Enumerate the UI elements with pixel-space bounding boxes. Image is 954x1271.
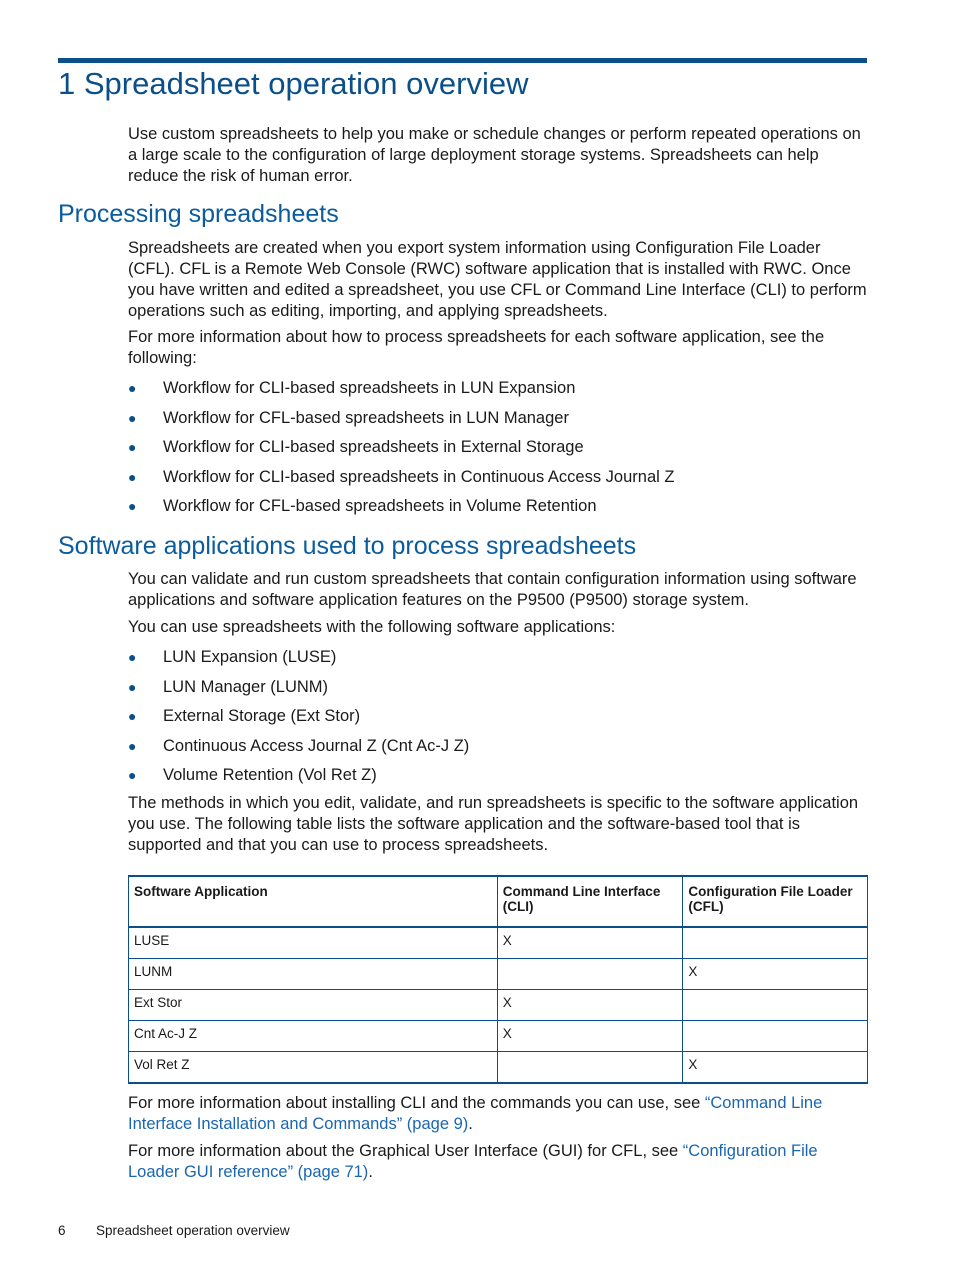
cfl-reference-link[interactable]: “Configuration File Loader GUI reference” (page 71) bbox=[128, 1142, 818, 1181]
table-header-cell: Configuration File Loader (CFL) bbox=[683, 876, 868, 927]
table-header-cell: Command Line Interface (CLI) bbox=[497, 876, 683, 927]
table-header-cell: Software Application bbox=[129, 876, 498, 927]
footer-title: Spreadsheet operation overview bbox=[96, 1223, 290, 1238]
table-cell: LUNM bbox=[129, 959, 498, 990]
table-cell: Ext Stor bbox=[129, 990, 498, 1021]
bullet-icon: ● bbox=[128, 678, 137, 695]
table-row bbox=[129, 990, 868, 1021]
cli-reference-paragraph: For more information about installing CLI and the commands you can use, see “Command Line Interface Installation and Commands” (page 9). bbox=[128, 1094, 823, 1133]
bullet-icon: ● bbox=[128, 498, 137, 515]
table-header-row bbox=[129, 876, 868, 927]
list-item: ● External Storage (Ext Stor) bbox=[128, 707, 361, 726]
bullet-icon: ● bbox=[128, 409, 137, 426]
software-paragraph-1: You can validate and run custom spreadsheets that contain configuration information using software applications and software application features on the P9500 (P9500) storage system. bbox=[128, 570, 857, 609]
list-item: ● Workflow for CLI-based spreadsheets in Continuous Access Journal Z bbox=[128, 467, 675, 486]
software-paragraph-2: You can use spreadsheets with the following software applications: bbox=[128, 618, 616, 636]
bullet-icon: ● bbox=[128, 439, 137, 456]
table-cell bbox=[497, 1052, 683, 1084]
chapter-title: 1 Spreadsheet operation overview bbox=[58, 66, 529, 101]
list-item: ● Workflow for CFL-based spreadsheets in Volume Retention bbox=[128, 497, 597, 516]
table-cell: X bbox=[683, 1052, 868, 1084]
list-item: ● Continuous Access Journal Z (Cnt Ac-J Z) bbox=[128, 736, 470, 755]
list-item: ● Workflow for CLI-based spreadsheets in LUN Expansion bbox=[128, 379, 576, 397]
table-cell: LUSE bbox=[129, 927, 498, 959]
table-row bbox=[129, 959, 868, 990]
page-number: 6 bbox=[58, 1223, 66, 1238]
table-cell bbox=[683, 990, 868, 1021]
section-heading-software: Software applications used to process spreadsheets bbox=[58, 532, 637, 560]
list-item: ● LUN Expansion (LUSE) bbox=[128, 648, 337, 666]
table-row bbox=[129, 927, 868, 959]
table-cell: X bbox=[497, 990, 683, 1021]
chapter-rule bbox=[58, 58, 867, 63]
list-item: ● LUN Manager (LUNM) bbox=[128, 677, 329, 696]
table-cell bbox=[683, 927, 868, 959]
bullet-icon: ● bbox=[128, 649, 137, 665]
table-cell: X bbox=[497, 927, 683, 959]
table-row bbox=[129, 1052, 868, 1084]
processing-paragraph-1: Spreadsheets are created when you export system information using Configuration File Loader (CFL). CFL is a Remote Web Console (RWC) software application that is installed with RWC. Once you have written and edited a spreadsheet, you use CFL or Command Line Interface (CLI) to perform operations such as editing, importing, and applying spreadsheets. bbox=[128, 239, 867, 320]
page-footer bbox=[58, 1223, 290, 1238]
bullet-icon: ● bbox=[128, 767, 137, 784]
table-cell: Cnt Ac-J Z bbox=[129, 1021, 498, 1052]
list-item: ● Workflow for CLI-based spreadsheets in External Storage bbox=[128, 438, 584, 457]
software-list bbox=[128, 647, 868, 795]
table-cell: X bbox=[497, 1021, 683, 1052]
software-tool-table bbox=[128, 875, 868, 1084]
table-row bbox=[129, 1021, 868, 1052]
list-item: ● Volume Retention (Vol Ret Z) bbox=[128, 766, 377, 785]
processing-paragraph-2: For more information about how to process spreadsheets for each software application, see the following: bbox=[128, 328, 825, 367]
bullet-icon: ● bbox=[128, 737, 137, 754]
bullet-icon: ● bbox=[128, 468, 137, 485]
software-paragraph-3: The methods in which you edit, validate, and run spreadsheets is specific to the software application you use. The following table lists the software application and the software-based tool that is supported and that you can use to process spreadsheets. bbox=[128, 794, 859, 854]
bullet-icon: ● bbox=[128, 380, 137, 396]
list-item: ● Workflow for CFL-based spreadsheets in LUN Manager bbox=[128, 408, 569, 427]
cfl-reference-paragraph: For more information about the Graphical User Interface (GUI) for CFL, see “Configuration File Loader GUI reference” (page 71). bbox=[128, 1142, 818, 1181]
bullet-icon: ● bbox=[128, 708, 137, 725]
table-cell bbox=[497, 959, 683, 990]
table-cell: X bbox=[683, 959, 868, 990]
section-heading-processing: Processing spreadsheets bbox=[58, 200, 339, 228]
workflow-list bbox=[128, 378, 868, 526]
table-cell: Vol Ret Z bbox=[129, 1052, 498, 1084]
cli-reference-link[interactable]: “Command Line Interface Installation and Commands” (page 9) bbox=[128, 1094, 823, 1133]
intro-paragraph: Use custom spreadsheets to help you make or schedule changes or perform repeated operations on a large scale to the configuration of large deployment storage systems. Spreadsheets can help reduce the risk of human error. bbox=[128, 125, 861, 185]
table-cell bbox=[683, 1021, 868, 1052]
